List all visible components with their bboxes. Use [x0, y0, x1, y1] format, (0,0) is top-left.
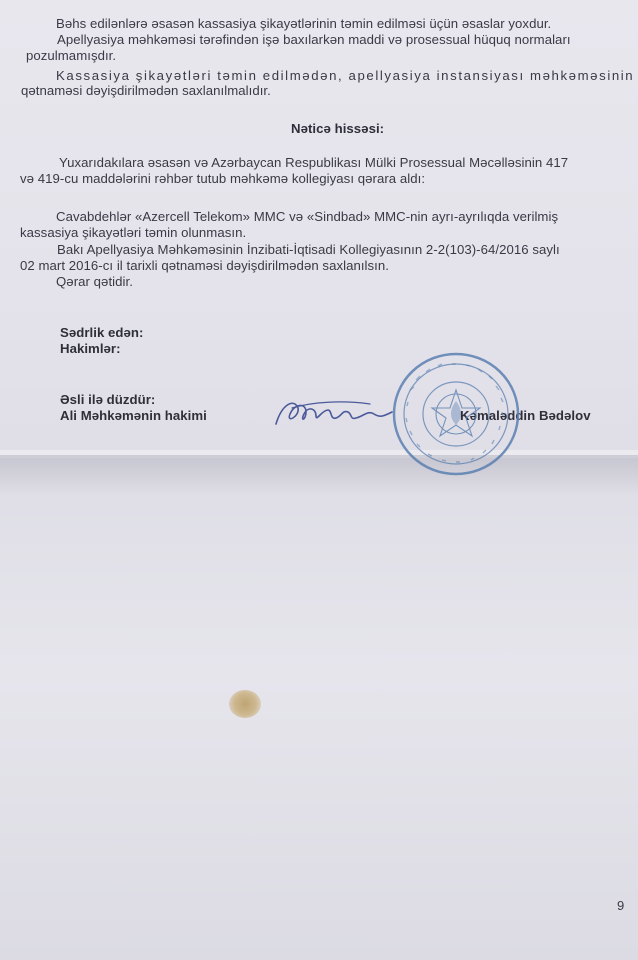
text-line: kassasiya şikayətləri təmin olunmasın.: [20, 225, 247, 240]
page-number: 9: [617, 898, 625, 913]
presiding-label: Sədrlik edən:: [60, 325, 144, 340]
handwritten-signature: [272, 394, 402, 434]
text-line: Qərar qətidir.: [56, 274, 133, 289]
court-seal-icon: [390, 350, 522, 478]
judge-name: Kəmaləddin Bədəlov: [460, 408, 591, 423]
judges-label: Hakimlər:: [60, 341, 121, 356]
judge-title: Ali Məhkəmənin hakimi: [60, 408, 207, 423]
text-line: qətnaməsi dəyişdirilmədən saxlanılmalıdır.: [21, 83, 271, 98]
text-line: pozulmamışdır.: [26, 48, 117, 63]
text-line: və 419-cu maddələrini rəhbər tutub məhkəmə kollegiyası qərara aldı:: [20, 171, 426, 186]
text-line: 02 mart 2016-cı il tarixli qətnaməsi dəyişdirilmədən saxlanılsın.: [20, 258, 389, 273]
text-line: Yuxarıdakılara əsasən və Azərbaycan Respublikası Mülki Prosessual Məcəlləsinin 417: [59, 155, 569, 170]
true-copy-label: Əsli ilə düzdür:: [60, 392, 156, 407]
text-line: Bakı Apellyasiya Məhkəməsinin İnzibati-İqtisadi Kollegiyasının 2-2(103)-64/2016 saylı: [57, 242, 560, 257]
coffee-stain: [229, 690, 261, 718]
paper-fold-shadow: [0, 455, 638, 495]
text-line: Apellyasiya məhkəməsi tərəfindən işə baxılarkən maddi və prosessual hüquq normaları: [57, 32, 571, 47]
text-line: Bəhs edilənlərə əsasən kassasiya şikayətlərinin təmin edilməsi üçün əsaslar yoxdur.: [56, 16, 552, 31]
text-line: Kassasiya şikayətləri təmin edilmədən, apellyasiya instansiyası məhkəməsinin: [56, 68, 635, 83]
section-heading: Nəticə hissəsi:: [291, 121, 385, 136]
text-line: Cavabdehlər «Azercell Telekom» MMC və «Sindbad» MMC-nin ayrı-ayrılıqda verilmiş: [56, 209, 559, 224]
